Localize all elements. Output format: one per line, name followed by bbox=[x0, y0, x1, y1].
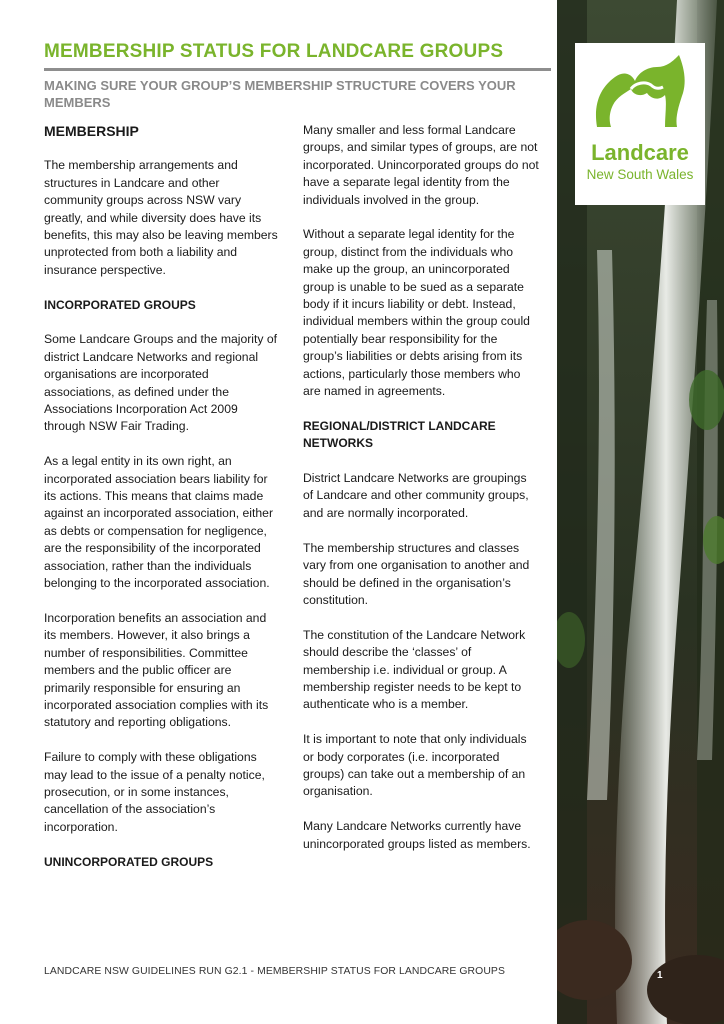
spacer bbox=[303, 400, 539, 417]
spacer bbox=[44, 314, 280, 331]
paragraph: Some Landcare Groups and the majority of district Landcare Networks and regional organisations are incorporated associations, as defined under the Associations Incorporation Act 2009 through NSW Fair Trading. bbox=[44, 332, 278, 434]
paragraph: District Landcare Networks are groupings of Landcare and other community groups, and are normally incorporated. bbox=[303, 471, 529, 520]
landcare-logo bbox=[575, 43, 705, 205]
page-title: MEMBERSHIP STATUS FOR LANDCARE GROUPS bbox=[44, 41, 504, 62]
spacer bbox=[44, 732, 280, 749]
spacer bbox=[303, 714, 539, 731]
spacer bbox=[44, 140, 280, 157]
section-heading-regional: REGIONAL/DISTRICT LANDCARE NETWORKS bbox=[303, 418, 496, 451]
paragraph: Without a separate legal identity for the group, distinct from the individuals who make up the group, an unincorporated group is unable to be sued as a separate body if it incurs liability or debt. Instead, individual members within the group could potentially bear responsibility for the group’s liabilities or debts arising from its actions, particularly those members who are named in agreements. bbox=[303, 227, 530, 399]
logo-subtitle: New South Wales bbox=[586, 167, 694, 182]
spacer bbox=[303, 609, 539, 626]
paragraph: It is important to note that only individuals or body corporates (i.e. incorporated groups) can take out a membership of an organisation. bbox=[303, 732, 527, 799]
paragraph: As a legal entity in its own right, an incorporated association bears liability for its actions. This means that claims made against an incorporated association, either as debts or compensation for negligence, are the responsibility of the incorporated association, rather than the individuals belonging to the incorporated association. bbox=[44, 454, 273, 591]
spacer bbox=[303, 522, 539, 539]
spacer bbox=[44, 593, 280, 610]
footer-text: LANDCARE NSW GUIDELINES RUN G2.1 - MEMBERSHIP STATUS FOR LANDCARE GROUPS bbox=[44, 966, 505, 977]
section-heading-membership: MEMBERSHIP bbox=[44, 123, 139, 139]
spacer bbox=[44, 279, 280, 296]
paragraph: Many smaller and less formal Landcare groups, and similar types of groups, are not incorporated. Unincorporated groups do not have a separate legal identity from the individuals involved in the group. bbox=[303, 123, 539, 207]
paragraph: Many Landcare Networks currently have unincorporated groups listed as members. bbox=[303, 819, 531, 851]
page-subtitle: MAKING SURE YOUR GROUP’S MEMBERSHIP STRUCTURE COVERS YOUR MEMBERS bbox=[44, 78, 516, 110]
spacer bbox=[303, 209, 539, 226]
paragraph: Incorporation benefits an association and its members. However, it also brings a number of responsibilities. Committee members and the public officer are primarily responsible for ensuring an incorporated association complies with its statutory and reporting obligations. bbox=[44, 610, 269, 730]
right-column bbox=[303, 122, 539, 853]
paragraph: Failure to comply with these obligations may lead to the issue of a penalty notice, prosecution, or in some instances, cancellation of the association’s incorporation. bbox=[44, 750, 265, 834]
hands-australia-icon bbox=[575, 43, 705, 138]
page-number: 1 bbox=[657, 970, 663, 981]
spacer bbox=[303, 801, 539, 818]
paragraph: The constitution of the Landcare Network should describe the ‘classes’ of membership i.e. individual or group. A membership register needs to be kept to authenticate who is a member. bbox=[303, 627, 526, 712]
section-heading-incorporated: INCORPORATED GROUPS bbox=[44, 297, 196, 312]
logo-wordmark: Landcare bbox=[591, 140, 689, 165]
spacer bbox=[303, 453, 539, 470]
spacer bbox=[44, 836, 280, 853]
title-divider bbox=[44, 68, 551, 71]
section-heading-unincorporated: UNINCORPORATED GROUPS bbox=[44, 854, 214, 869]
spacer bbox=[44, 436, 280, 453]
paragraph: The membership arrangements and structures in Landcare and other community groups across NSW vary greatly, and while diversity does have its benefits, this may also be leaving members unprotected from both a liability and insurance perspective. bbox=[44, 158, 278, 277]
paragraph: The membership structures and classes vary from one organisation to another and should be defined in the organisation’s constitution. bbox=[303, 540, 530, 607]
left-column bbox=[44, 122, 280, 871]
